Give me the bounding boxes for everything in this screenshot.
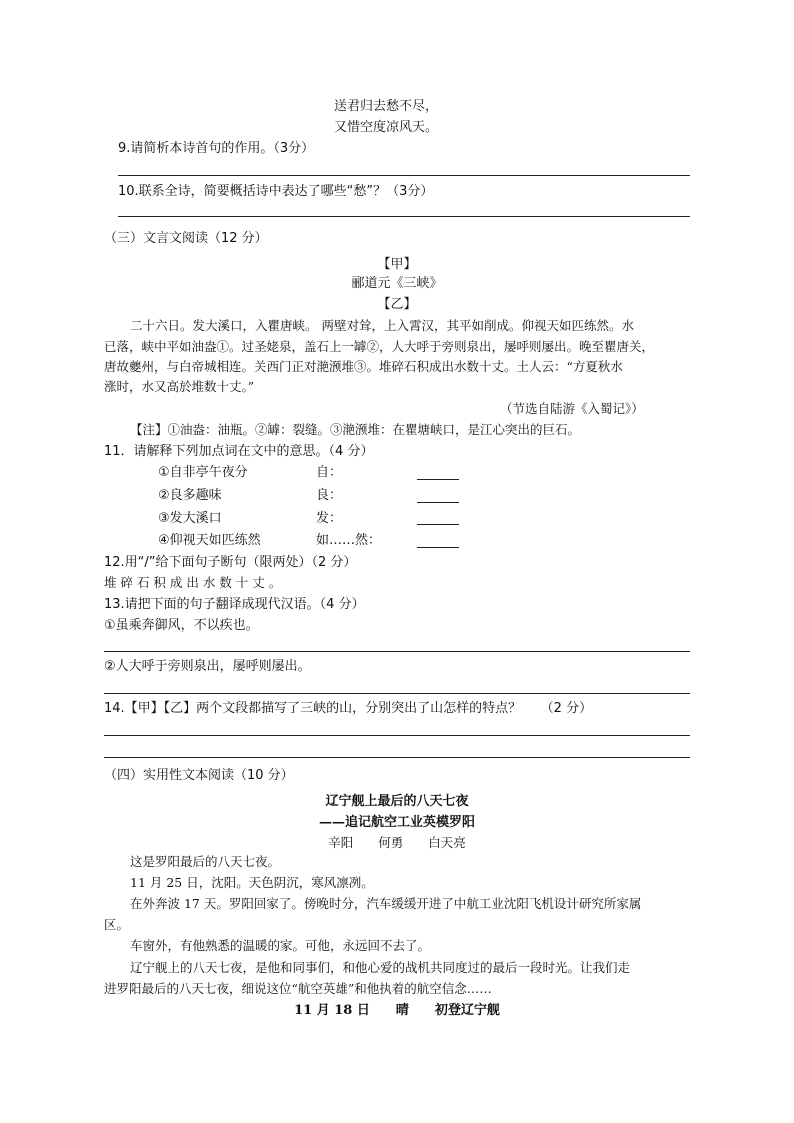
yi-text-line: 二十六日。发大溪口，入瞿唐峡。 两壁对耸，上入霄汉，其平如削成。仰视天如匹练然。水 xyxy=(130,318,634,333)
answer-blank[interactable] xyxy=(417,547,459,548)
answer-blank[interactable] xyxy=(417,479,459,480)
article-title: 辽宁舰上最后的八天七夜 xyxy=(325,794,469,809)
answer-line[interactable] xyxy=(104,651,690,652)
yi-label: 【乙】 xyxy=(377,297,417,312)
q11-phrase: ②良多趣味 xyxy=(158,488,222,503)
answer-line[interactable] xyxy=(118,175,690,176)
question-11: 11．请解释下列加点词在文中的意思。（4 分） xyxy=(104,444,374,459)
answer-line[interactable] xyxy=(104,757,690,758)
q11-word: 发： xyxy=(316,511,343,526)
annotation-note: 【注】①油盎：油瓶。②罅：裂缝。③滟滪堆：在瞿塘峡口，是江心突出的巨石。 xyxy=(130,422,581,437)
q12-sentence: 堆 碎 石 积 成 出 水 数 十 丈 。 xyxy=(104,575,282,590)
article-paragraph: 11 月 25 日，沈阳。天色阴沉，寒风凛冽。 xyxy=(130,875,374,890)
q11-word: 自： xyxy=(316,465,343,480)
article-paragraph: 区。 xyxy=(104,917,130,932)
section-3-heading: （三）文言文阅读（12 分） xyxy=(104,231,268,246)
yi-source: （节选自陆游《入蜀记》） xyxy=(500,401,644,416)
q11-phrase: ①自非亭午夜分 xyxy=(158,465,248,480)
answer-blank[interactable] xyxy=(417,524,459,525)
jia-source: 郦道元《三峡》 xyxy=(351,276,443,291)
article-paragraph: 这是罗阳最后的八天七夜。 xyxy=(130,854,281,869)
answer-blank[interactable] xyxy=(417,502,459,503)
article-paragraph: 进罗阳最后的八天七夜，细说这位“航空英雄”和他执着的航空信念…… xyxy=(104,981,492,996)
question-12: 12.用“/”给下面句子断句（限两处）（2 分） xyxy=(104,555,357,570)
q13-sentence-2: ②人大呼于旁则泉出，屡呼则屡出。 xyxy=(104,659,311,674)
jia-label: 【甲】 xyxy=(377,257,417,272)
answer-line[interactable] xyxy=(118,216,690,217)
question-13: 13.请把下面的句子翻译成现代汉语。（4 分） xyxy=(104,597,365,612)
article-paragraph: 辽宁舰上的八天七夜，是他和同事们，和他心爱的战机共同度过的最后一段时光。让我们走 xyxy=(130,960,631,975)
section-4-heading: （四）实用性文本阅读（10 分） xyxy=(104,768,294,783)
poem-line-2: 又惜空度凉风天。 xyxy=(334,120,439,135)
diary-heading: 11 月 18 日 晴 初登辽宁舰 xyxy=(294,1003,500,1018)
q11-word: 如……然： xyxy=(316,533,382,548)
article-paragraph: 车窗外，有他熟悉的温暖的家。可他，永远回不去了。 xyxy=(130,938,431,953)
question-9: 9.请简析本诗首句的作用。（3分） xyxy=(118,141,315,156)
answer-line[interactable] xyxy=(104,735,690,736)
yi-text-line: 唐故夔州，与白帝城相连。关西门正对滟滪堆③。堆碎石积成出水数十丈。土人云：“方夏秋水 xyxy=(104,359,623,374)
question-10: 10.联系全诗，简要概括诗中表达了哪些“愁”？（3分） xyxy=(118,184,434,199)
article-paragraph: 在外奔波 17 天。罗阳回家了。傍晚时分，汽车缓缓开进了中航工业沈阳飞机设计研究所家属 xyxy=(130,896,642,911)
question-14: 14.【甲】【乙】两个文段都描写了三峡的山，分别突出了山怎样的特点？ （2 分） xyxy=(104,701,593,716)
poem-line-1: 送君归去愁不尽， xyxy=(334,99,439,114)
q11-word: 良： xyxy=(316,488,343,503)
yi-text-line: 已落，峡中平如油盎①。过圣姥泉，盖石上一罅②，人大呼于旁则泉出，屡呼则屡出。晚至瞿唐关， xyxy=(104,339,655,354)
answer-line[interactable] xyxy=(104,693,690,694)
q13-sentence-1: ①虽乘奔御风，不以疾也。 xyxy=(104,618,259,633)
article-authors: 辛阳 何勇 白天亮 xyxy=(328,835,466,850)
yi-text-line: 涨时，水又高於堆数十丈。” xyxy=(104,379,255,394)
q11-phrase: ④仰视天如匹练然 xyxy=(158,533,261,548)
q11-phrase: ③发大溪口 xyxy=(158,511,222,526)
article-subtitle: ——追记航空工业英模罗阳 xyxy=(318,815,475,830)
